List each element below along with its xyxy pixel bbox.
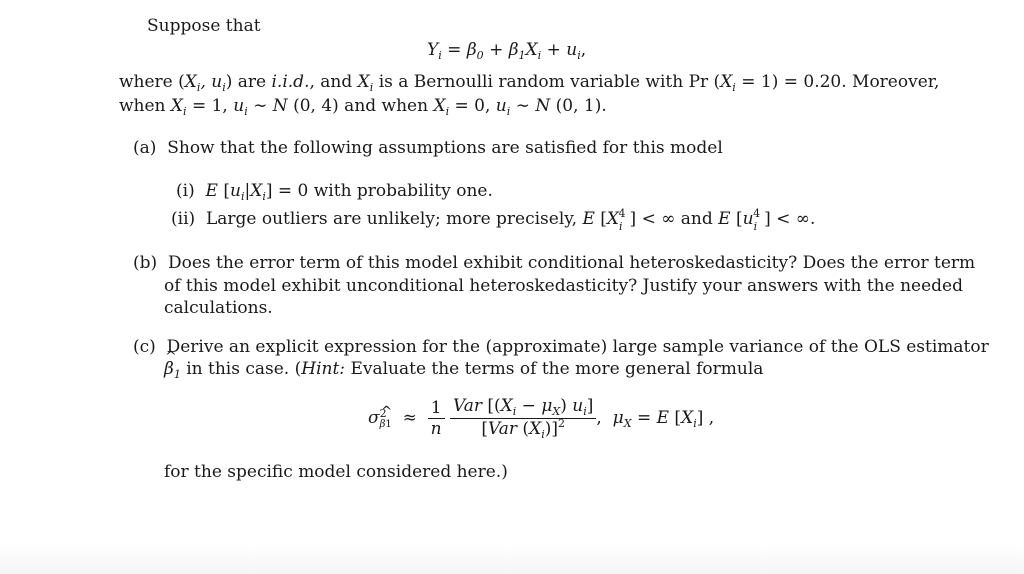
variance-formula: σ 2 ^ β1 ≈ $\frac{1}{n}$ $\frac{Var [(X_i - \mu_X) u_i]}{[Var (X_i)]^2}$ , $\mu_X = E$ $[X_i]$ , [368, 396, 714, 441]
part-c-label: (c) [133, 337, 156, 357]
part-b-line-1: (b) Does the error term of this model exhibit conditional heteroskedasticity? Does the error term [133, 253, 976, 273]
item-i-label: (i) [176, 181, 195, 201]
intro-text: Suppose that [147, 16, 261, 36]
page-bottom-fade [0, 544, 1024, 574]
part-b-label: (b) [133, 253, 158, 273]
part-a-text: Show that the following assumptions are satisfied for this model [167, 138, 723, 158]
model-equation: $Y_i = \beta_0 + \beta_1X_i + u_i$, [427, 40, 587, 62]
iid-term: i.i.d. [271, 72, 310, 92]
part-b-line-3: calculations. [164, 298, 273, 318]
part-a-item-i: (i) E $[u_i|X_i] = 0$ with probability one. [176, 181, 493, 203]
where-line-1: where ($X_i$, $u_i$) are i.i.d., and $X_i$ is a Bernoulli random variable with Pr $(X_i = 1) = 0.20$. Moreover, [119, 72, 940, 94]
part-c-line-1: (c) Derive an explicit expression for the (approximate) large sample variance of the OLS estimator [133, 337, 989, 357]
where-line-2: when $X_i = 1$, $u_i$ ∼ N (0, 4) and when $X_i = 0$, $u_i$ ∼ N (0, 1). [119, 96, 607, 118]
part-a [133, 137, 723, 159]
part-c-line-2: ^ $\beta_1$ in this case. (Hint: Evaluate the terms of the more general formula [164, 358, 763, 382]
item-ii-text: Large outliers are unlikely; more precisely, [205, 209, 578, 229]
closing-line: for the specific model considered here.) [164, 462, 508, 482]
hint-label: Hint: [301, 359, 346, 379]
item-i-text: with probability one. [313, 181, 493, 201]
part-a-item-ii: (ii) Large outliers are unlikely; more precisely, E [$X_i^4$ ] < ∞ and E [$u_i^4$ ] < ∞. [171, 207, 816, 233]
item-ii-label: (ii) [171, 209, 196, 229]
part-a-label: (a) [133, 138, 157, 158]
part-b-line-2: of this model exhibit unconditional heteroskedasticity? Justify your answers with the needed [164, 276, 963, 296]
fraction-one-over-n: $\frac{1}{n}$ [428, 398, 445, 439]
fraction-variance: $\frac{Var [(X_i - \mu_X) u_i]}{[Var (X_i)]^2}$ [450, 396, 596, 441]
